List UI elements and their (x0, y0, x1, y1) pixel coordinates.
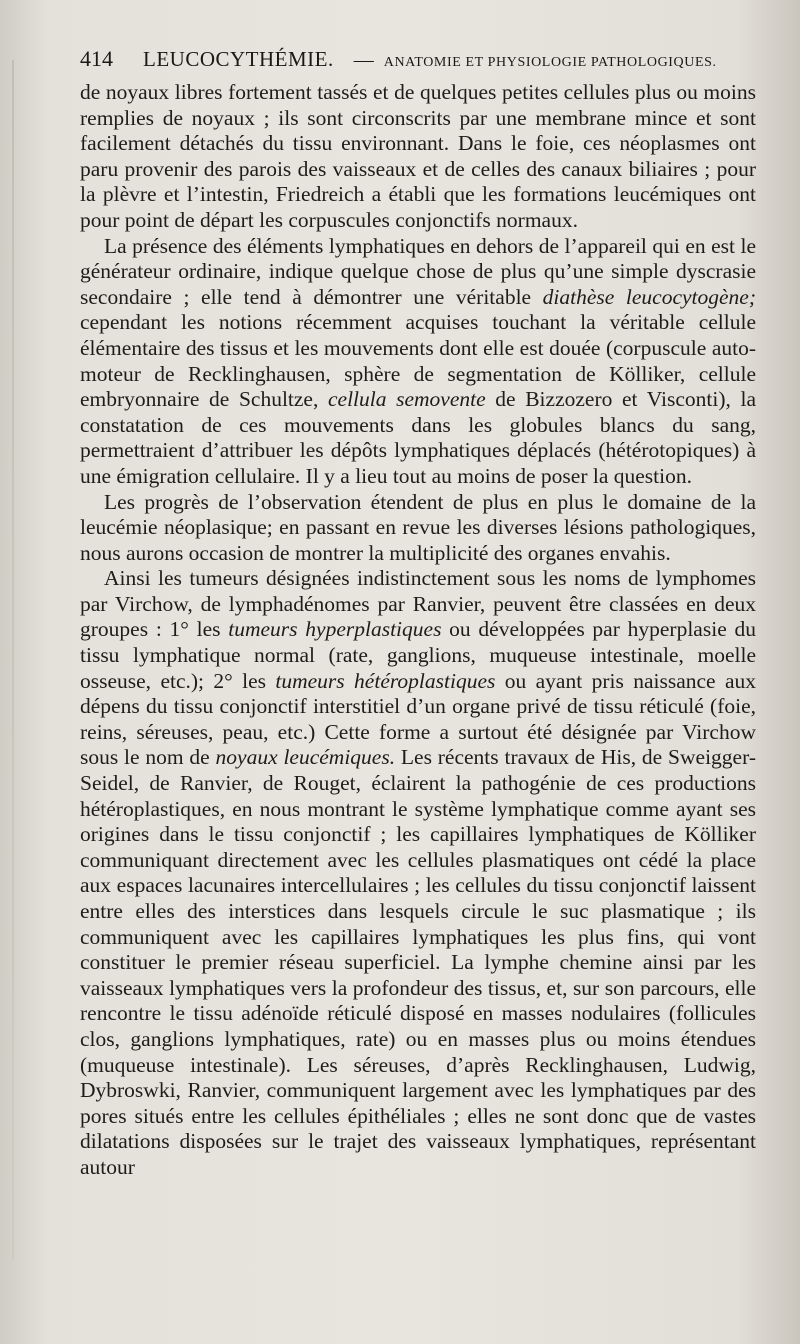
running-head-subtitle: ANATOMIE ET PHYSIOLOGIE PATHOLOGIQUES. (383, 55, 717, 70)
paragraph-2-italic-1: diathèse leucocytogène; (542, 284, 757, 309)
paragraph-2-text-3: de Bizzozero et Visconti), la constatation de ces mouvements dans les globules blancs du sang, permettraient d’attribuer les dépôts lymphatiques déplacés (hétérotopiques) à une émigration cellulaire. Il y a lieu tout au moins de poser la question. (80, 387, 756, 488)
paragraph-3 (80, 490, 756, 567)
paragraph-4-text-1: Ainsi les tumeurs désignées indistinctement sous les noms de lymphomes par Virchow, de lymphadénomes par Ranvier, peuvent être classées en deux groupes : 1° les (80, 566, 756, 642)
paragraph-3-text: Les progrès de l’observation étendent de plus en plus le domaine de la leucémie néoplasique; en passant en revue les diverses lésions pathologiques, nous aurons occasion de montrer la multiplicité des organes envahis. (80, 489, 756, 565)
paragraph-4-italic-3: noyaux leucémiques. (215, 745, 396, 770)
body-text (80, 80, 756, 1181)
running-header (80, 46, 752, 76)
paragraph-1-text: de noyaux libres fortement tassés et de quelques petites cellules plus ou moins remplies de noyaux ; ils sont circonscrits par une membrane mince et sont facilement détachés du tissu environnant. Dans le foie, ces néoplasmes ont paru provenir des parois des vaisseaux et de celles des canaux biliaires ; pour la plèvre et l’intestin, Friedreich a établi que les formations leucémiques ont pour point de départ les corpuscules conjonctifs normaux. (80, 80, 756, 232)
paragraph-4-text-3: ou ayant pris naissance aux dépens du tissu conjonctif interstitiel d’un organe privé de tissu réticulé (foie, reins, séreuses, peau, etc.) Cette forme a surtout été désignée par Virchow sous le nom de (80, 668, 757, 770)
paragraph-2-text-1: La présence des éléments lymphatiques en dehors de l’appareil qui en est le générateur ordinaire, indique quelque chose de plus qu’une simple dyscrasie secondaire ; elle tend à démontrer une véritable (80, 233, 756, 309)
paragraph-4-text-2: ou développées par hyperplasie du tissu lymphatique normal (rate, ganglions, muqueuse intestinale, moelle osseuse, etc.); 2° les (80, 617, 756, 693)
page-gutter-shadow (12, 60, 14, 1260)
paragraph-2-italic-2: cellula semovente (327, 387, 486, 412)
paragraph-2 (80, 234, 756, 490)
paragraph-4 (80, 566, 756, 1180)
paragraph-2-text-2: cependant les notions récemment acquises touchant la véritable cellule élémentaire des tissus et les mouvements dont elle est douée (corpuscule auto-moteur de Recklinghausen, sphère de segmentation de Kölliker, cellule embryonnaire de Schultze, (80, 310, 756, 412)
page-number: 414 (80, 46, 113, 71)
paragraph-4-text-4: Les récents travaux de His, de Sweigger-Seidel, de Ranvier, de Rouget, éclairent la pathogénie de ces productions hétéroplastiques, en nous montrant le système lymphatique comme ayant ses origines dans le tissu conjonctif ; les capillaires lymphatiques de Kölliker communiquant directement avec les cellules plasmatiques ont cédé la place aux espaces lacunaires intercellulaires ; les cellules du tissu conjonctif laissent entre elles des interstices dans lesquels circule le suc plasmatique ; ils communiquent avec les capillaires lymphatiques les plus fins, qui vont constituer le premier réseau superficiel. La lymphe chemine ainsi par les vaisseaux lymphatiques vers la profondeur des tissus, et, sur son parcours, elle rencontre le tissu adénoïde réticulé disposé en masses nodulaires (follicules clos, ganglions lymphatiques, rate) ou en masses plus ou moins étendues (muqueuse intestinale). Les séreuses, d’après Recklinghausen, Ludwig, Dybroswki, Ranvier, communiquent largement avec les lymphatiques par des pores situés entre les cellules épithéliales ; elles ne sont donc que de vastes dilatations disposées sur le trajet des vaisseaux lymphatiques, représentant autour (80, 745, 756, 1179)
running-head-title: LEUCOCYTHÉMIE. (143, 47, 334, 71)
paragraph-1 (80, 80, 756, 234)
paragraph-4-italic-1: tumeurs hyperplastiques (228, 617, 442, 642)
running-head-dash: — (353, 49, 374, 71)
paragraph-4-italic-2: tumeurs hétéroplastiques (275, 668, 496, 693)
